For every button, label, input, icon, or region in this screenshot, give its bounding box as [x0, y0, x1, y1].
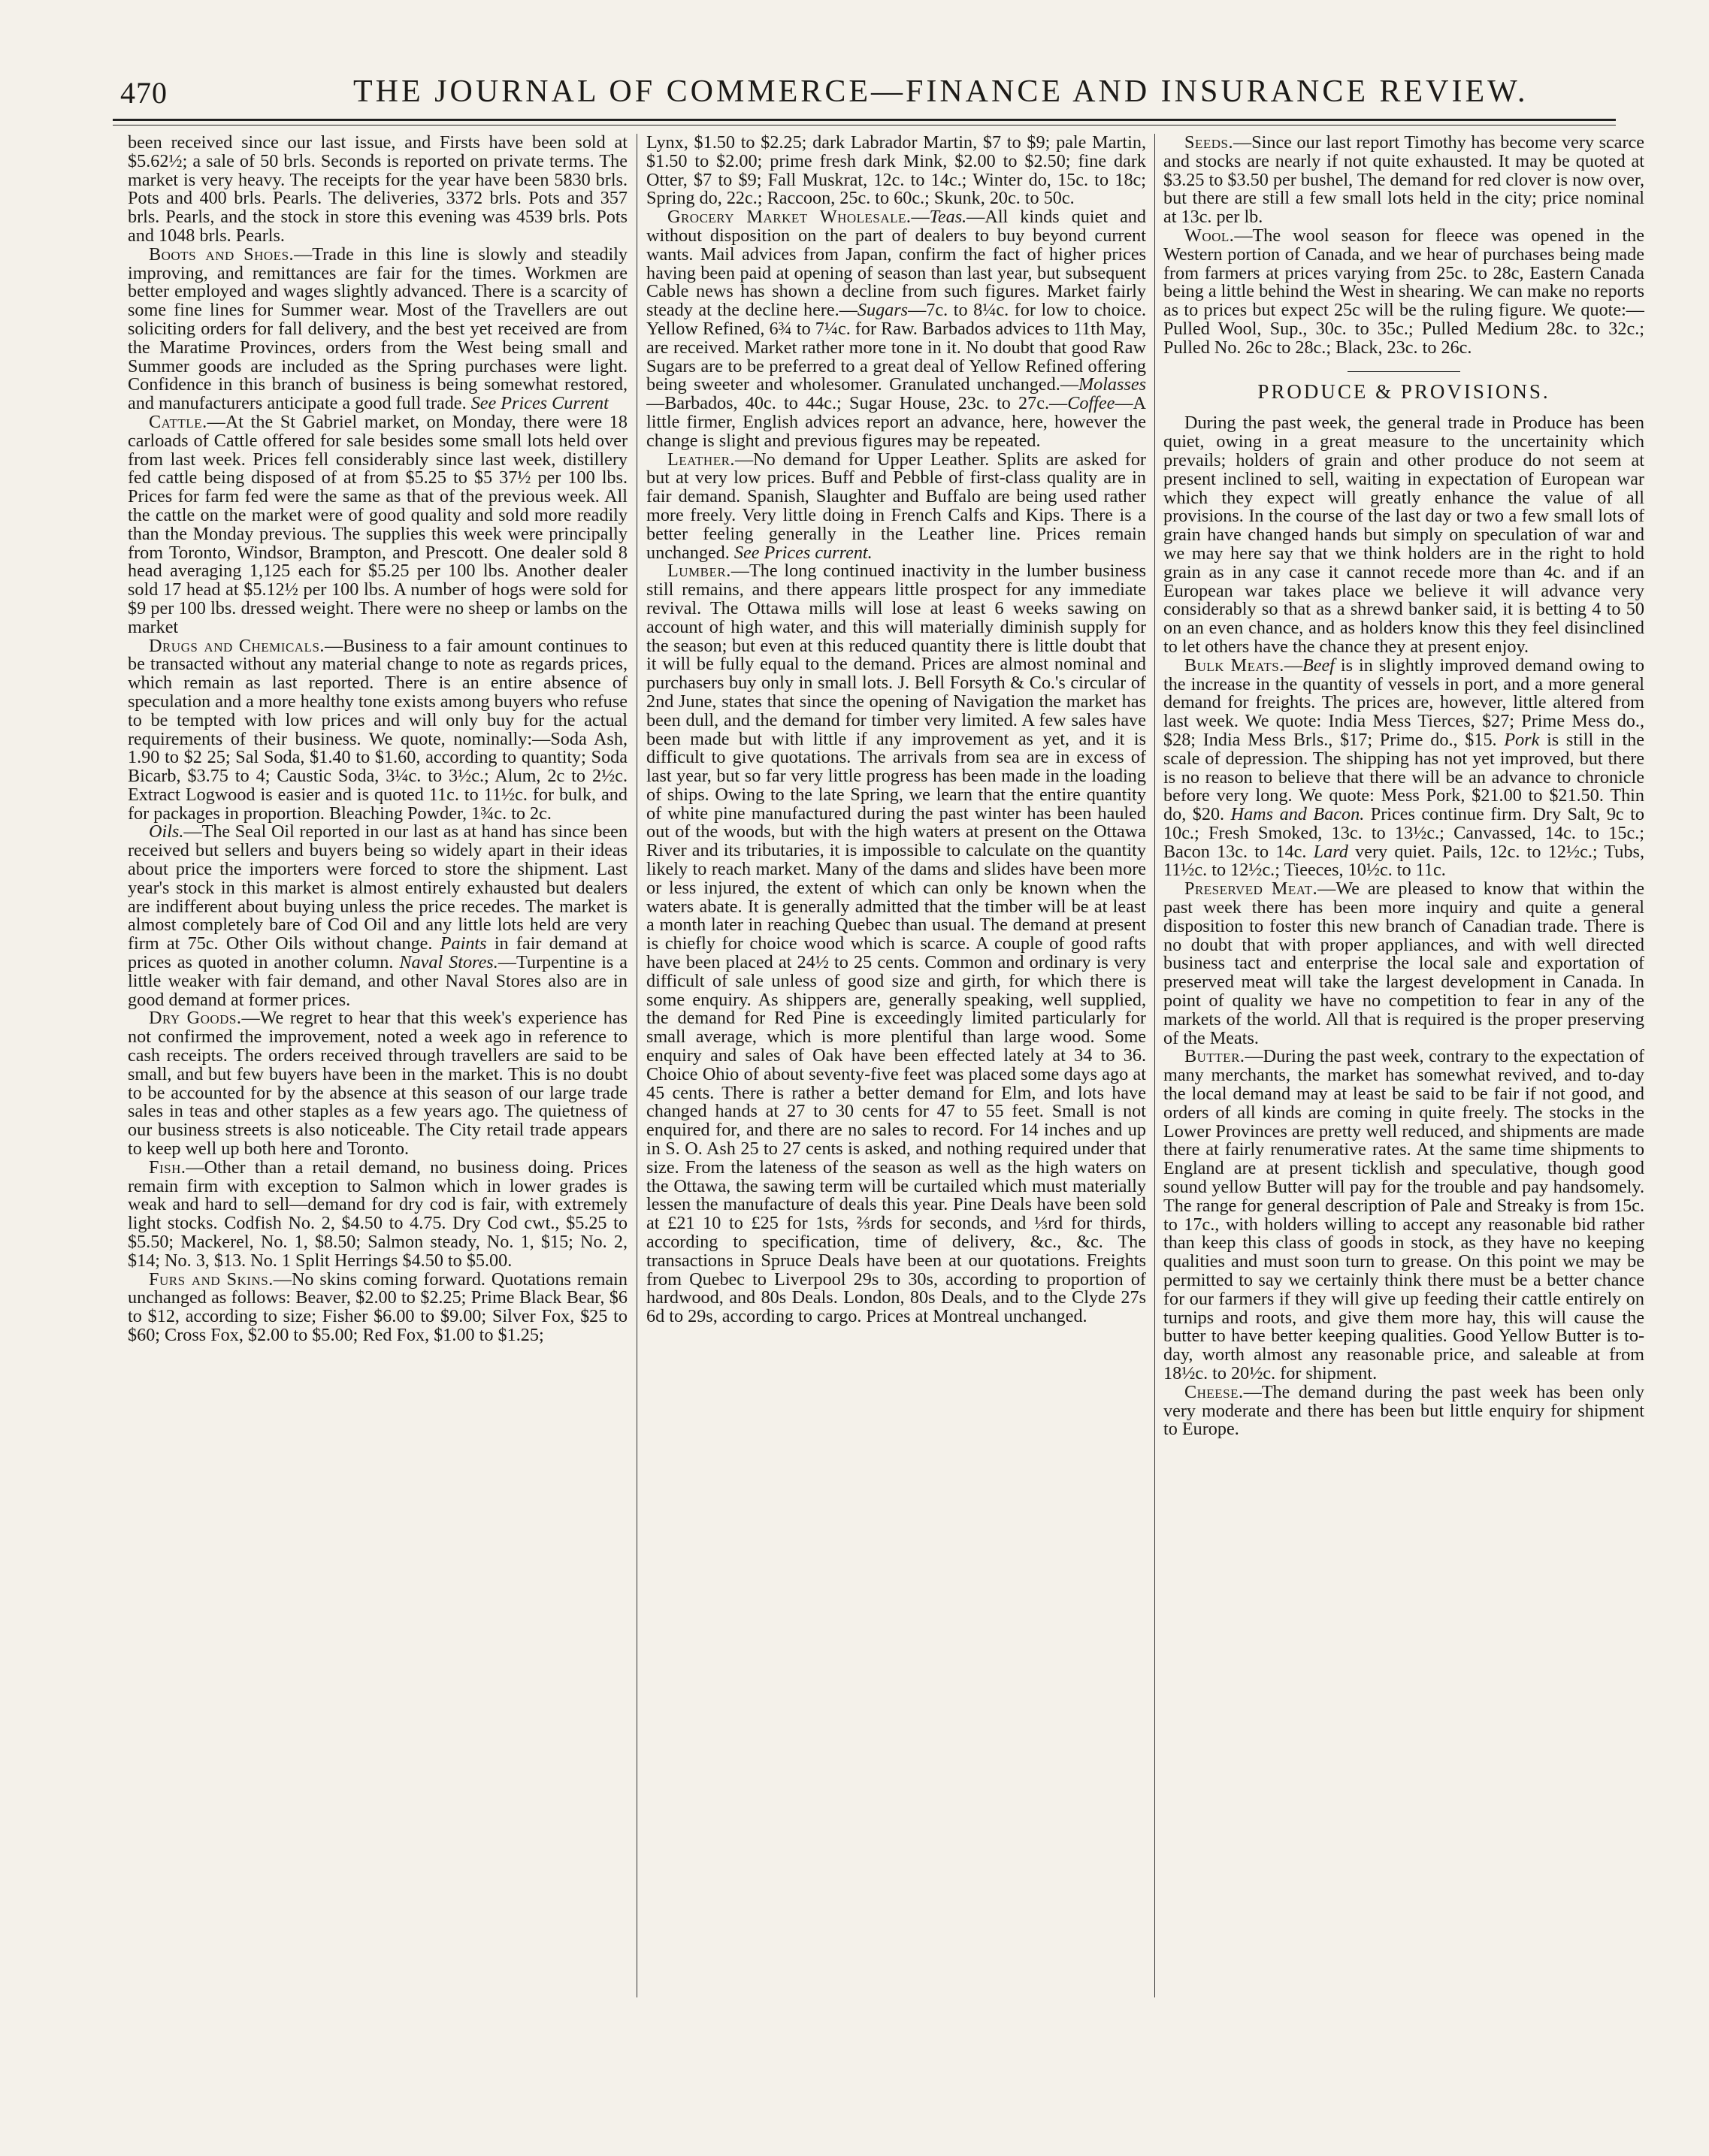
column-3 [1163, 134, 1644, 1997]
article-dry-goods [128, 1009, 628, 1158]
article-text: —A little firmer, English advices report an advance, here, however the change is slight and previous figures may be repeated. [646, 393, 1146, 451]
heading-hams-and-bacon: Hams and Bacon. [1230, 804, 1365, 825]
heading-lard: Lard [1313, 841, 1348, 862]
article-text: —We regret to hear that this week's experience has not confirmed the improvement, noted a week ago in reference to cash receipts. The orders received through travellers are said to be small, and but few buyers have been in the market. This is no doubt to be accounted for by the absence at this season of our large trade sales in teas and other staples as a few years ago. The quietness of our business streets is also noticeable. The City retail trade appears to keep well up both here and Toronto. [128, 1008, 628, 1160]
article-cheese [1163, 1383, 1644, 1439]
article-bulk-meats: Bulk Meats.—Beef is in slightly improved demand owing to the increase in the quantity of vessels in port, and a more general demand for freights. The prices are, however, little altered from last week. We quote: India Mess Tierces, $27; Prime Mess do., $28; India Mess Brls., $17; Prime do., $15. Pork is still in the scale of depression. The shipping has not yet improved, but there is no reason to believe that there will be an advance to chronicle before very long. We quote: Mess Pork, $21.00 to $21.50. Thin do, $20. Hams and Bacon. Prices continue firm. Dry Salt, 9c to 10c.; Fresh Smoked, 13c. to 13½c.; Canvassed, 14c. to 15c.; Bacon 13c. to 14c. Lard very quiet. Pails, 12c. to 12½c.; Tubs, 11½c. to 12½c.; Tieeces, 10½c. to 11c. [1163, 655, 1644, 881]
article-preserved-meat [1163, 880, 1644, 1048]
page-header [113, 69, 1616, 114]
heading-drugs-and-chemicals: Drugs and Chemicals. [149, 635, 325, 656]
heading-teas: Teas. [929, 207, 967, 228]
article-text: —All kinds quiet and without disposition on the part of dealers to buy beyond current wants. Mail advices from Japan, confirm the fact of higher prices having been paid at opening of season than last year, but subsequent Cable news has shown a decline from such figures. Market fairly steady at the decline here. [646, 207, 1146, 321]
article-boots-and-shoes [128, 243, 628, 414]
running-title: THE JOURNAL OF COMMERCE—FINANCE AND INSURANCE REVIEW. [353, 74, 1529, 109]
article-cattle [128, 413, 628, 637]
section-heading-produce: PRODUCE & PROVISIONS. [1257, 379, 1550, 403]
heading-oils: Oils. [149, 821, 184, 842]
heading-cattle: Cattle. [149, 411, 207, 432]
article-text: —The long continued inactivity in the lumber business still remains, and there appears little prospect for any immediate revival. The Ottawa mills will lose at least 6 weeks sawing on account of high water, and this will materially diminish supply for the season; but even at this reduced quantity there is little doubt that it will be fully equal to the demand. Prices are almost nominal and purchasers buy only in small lots. J. Bell Forsyth & Co.'s circular of 2nd June, states that since the opening of Navigation the market has been dull, and the demand for timber very limited. A few sales have been made but with little if any improvement as yet, and it is difficult to give quotations. The arrivals from sea are in excess of last year, but so far very little progress has been made in the loading of ships. Owing to the late Spring, we learn that the entire quantity of white pine manufactured during the past winter has been hauled out of the woods, but with the high waters at present on the Ottawa River and its tributaries, it is impossible to calculate on the quantity likely to reach market. Many of the dams and slides have been more or less injured, the extent of which can only be known when the waters abate. It is generally admitted that the timber will be at least a month later in reaching Quebec than usual. The demand at present is chiefly for choice wood which is scarce. A couple of good rafts have been placed at 24½ to 25 cents. Common and ordinary is very difficult of sale unless of good size and girth, for which there is some enquiry. As shippers are, generally speaking, well supplied, the demand for Red Pine is exceedingly limited particularly for small average, which is more plentiful than large wood. Some enquiry and sales of Oak have been effected lately at 34 to 36. Choice Ohio of about seventy-five feet was placed some days ago at 45 cents. There is rather a better demand for Elm, and lots have changed hands at 27 to 30 cents for 47 to 55 feet. Small is not enquired for, and there are no sales to record. For 14 inches and up in S. O. Ash 25 to 27 cents is asked, and nothing required under that size. From the lateness of the season as well as the high waters on the Ottawa, the sawing term will be curtailed which must materially lessen the manufacture of deals this year. Pine Deals have been sold at £21 10 to £25 for 1sts, ⅔rds for seconds, and ⅓rd for thirds, according to specification, time of delivery, &c., &c. The transactions in Spruce Deals have been at our quotations. Freights from Quebec to Liverpool 29s to 30s, according to proportion of hardwood, and 80s Deals. London, 80s Deals, and to the Clyde 27s 6d to 29s, according to cargo. Prices at Montreal unchanged. [646, 561, 1146, 1327]
article-text: During the past week, the general trade in Produce has been quiet, owing in a great measure to the uncertainity which prevails; holders of grain and other produce do not seem at present inclined to sell, waiting in expectation of European war which they expect will greatly enhance the value of all provisions. In the course of the last day or two a few small lots of grain have changed hands but simply on speculation of war and we may here say that we think holders are in the right to hold grain as in any case it cannot recede more than 4c. and if an European war takes place we believe it will advance very considerably so that as a shrewd banker said, it is betting 4 to 50 on an even chance, and as holders know this they feel disinclined to let others have the chance they at present enjoy. [1163, 413, 1644, 657]
article-text: —Business to a fair amount continues to be transacted without any material change to note as regards prices, which remain as last reported. There is an entire absence of speculation and a more healthy tone exists among buyers who refuse to be tempted with low prices and will only buy for the actual requirements of their business. We quote, nominally:—Soda Ash, 1.90 to $2 25; Sal Soda, $1.40 to $1.60, according to quantity; Soda Bicarb, $3.75 to 4; Caustic Soda, 3¼c. to 3½c.; Alum, 2c to 2½c. Extract Logwood is easier and is quoted 11c. to 11½c. for bulk, and for packages in proportion. Bleaching Powder, 1¾c. to 2c. [128, 635, 628, 824]
heading-preserved-meat: Preserved Meat. [1184, 878, 1318, 900]
heading-naval-stores: Naval Stores. [399, 952, 498, 973]
heading-boots-and-shoes: Boots and Shoes. [149, 243, 295, 265]
heading-butter: Butter. [1184, 1046, 1245, 1067]
article-drugs-and-chemicals [128, 637, 628, 824]
article-text: is still in the scale of depression. The shipping has not yet improved, but there is no reason to believe that there will be an advance to chronicle before very long. We quote: Mess Pork, $21.00 to $21.50. Thin do, $20. [1163, 729, 1644, 825]
prices-current-reference: See Prices Current [470, 393, 609, 414]
article-text: —The wool season for fleece was opened in the Western portion of Canada, and we hear of purchases being made from farmers at prices varying from 25c. to 28c, Eastern Canada being a little behind the West in shearing. We can make no reports as to prices but expect 25c will be the ruling figure. We quote:—Pulled Wool, Sup., 30c. to 35c.; Pulled Medium 28c. to 32c.; Pulled No. 26c to 28c.; Black, 23c. to 26c. [1163, 225, 1644, 358]
article-text: —Other than a retail demand, no business doing. Prices remain firm with exception to Salmon which in lower grades is weak and hard to sell—demand for dry cod is fair, with extremely light stocks. Codfish No. 2, $4.50 to 4.75. Dry Cod cwt., $5.25 to $5.50; Mackerel, No. 1, $8.50; Salmon steady, No. 1, $15; No. 2, $14; No. 3, $13. No. 1 Split Herrings $4.50 to $5.00. [128, 1157, 628, 1271]
article-furs-and-skins [128, 1271, 628, 1345]
column-rule [1154, 134, 1155, 1997]
article-text: —The Seal Oil reported in our last as at hand has since been received but sellers and buyers being so widely apart in their ideas about price the importers were forced to store the shipment. Last year's stock in this market is almost entirely exhausted but dealers are indifferent about buying unless the price recedes. The market is almost completely bare of Cod Oil and any little lots held are very firm at 75c. Other Oils without change. [128, 821, 628, 954]
page-number: 470 [120, 76, 168, 110]
heading-grocery-market: Grocery Market Wholesale. [667, 207, 912, 228]
heading-lumber: Lumber. [667, 561, 731, 582]
heading-fish: Fish. [149, 1157, 186, 1178]
article-text: Prices continue firm. Dry Salt, 9c to 10c.; Fresh Smoked, 13c. to 13½c.; Canvassed, 14c. to 15c.; Bacon 13c. to 14c. [1163, 804, 1644, 862]
article-text: very quiet. Pails, 12c. to 12½c.; Tubs, 11½c. to 12½c.; Tieeces, 10½c. to 11c. [1163, 841, 1644, 881]
article-text: —No demand for Upper Leather. Splits are asked for but at very low prices. Buff and Pebble of first-class quality are in fair demand. Spanish, Slaughter and Buffalo are being used rather more freely. Very little doing in French Calfs and Kips. There is a better feeling generally in the Leather line. Prices remain unchanged. [646, 449, 1146, 563]
article-text: Lynx, $1.50 to $2.25; dark Labrador Martin, $7 to $9; pale Martin, $1.50 to $2.00; prime fresh dark Mink, $2.00 to $2.50; fine dark Otter, $7 to $9; Fall Muskrat, 12c. to 14c.; Winter do, 15c. to 18c; Spring do, 22c.; Raccoon, 25c. to 60c.; Skunk, 20c. to 50c. [646, 134, 1146, 209]
article-text: is in slightly improved demand owing to the increase in the quantity of vessels in port, and a more general demand for freights. The prices are, however, little altered from last week. We quote: India Mess Tierces, $27; Prime Mess do., $28; India Mess Brls., $17; Prime do., $15. [1163, 655, 1644, 750]
article-text: —Since our last report Timothy has become very scarce and stocks are nearly if not quite exhausted. It may be quoted at $3.25 to $3.50 per bushel, The demand for red clover is now over, but there are still a few small lots held in the city; price nominal at 13c. per lb. [1163, 134, 1644, 228]
article-text: —Turpentine is a little weaker with fair demand, and other Naval Stores also are in good demand at former prices. [128, 952, 628, 1010]
heading-molasses: Molasses [1078, 374, 1146, 395]
article-fish [128, 1159, 628, 1271]
article-furs-continued [646, 134, 1146, 208]
article-text: —The demand during the past week has been only very moderate and there has been but little enquiry for shipment to Europe. [1163, 1381, 1644, 1440]
article-lumber [646, 562, 1146, 1326]
heading-wool: Wool. [1184, 225, 1235, 246]
heading-dry-goods: Dry Goods. [149, 1008, 242, 1029]
article-text: —Barbados, 40c. to 44c.; Sugar House, 23c. to 27c. [646, 393, 1050, 414]
article-text: —We are pleased to know that within the past week there has been more inquiry and quite a general disposition to foster this new branch of Canadian trade. There is no doubt that with proper appliances, and with well directed business tact and enterprise the local sale and exportation of preserved meat will take the largest development in Canada. In point of quality we have no competition to fear in any of the markets of the world. All that is required is the proper preserving of the Meats. [1163, 878, 1644, 1048]
article-text: —7c. to 8¼c. for low to choice. Yellow Refined, 6¾ to 7¼c. for Raw. Barbados advices to 11th May, are received. Market rather more tone in it. No doubt that good Raw Sugars are to be preferred to a great deal of Yellow Refined offering being sweeter and wholesomer. Granulated unchanged. [646, 300, 1146, 395]
article-text: in fair demand at prices as quoted in another column. [128, 933, 628, 973]
article-text: —During the past week, contrary to the expectation of many merchants, the market has somewhat revived, and to-day the local demand may at least be said to be fair if not good, and orders of all kinds are coming in quite freely. The stocks in the Lower Provinces are pretty well reduced, and shipments are made there at fairly renumerative rates. At the same time shipments to England are at present ticklish and speculative, though good sound yellow Butter will pay for the trouble and pay handsomely. The range for general description of Pale and Streaky is from 15c. to 17c., with holders willing to accept any reasonable bid rather than keep this class of goods in stock, as they have no keeping qualities and must soon turn to grease. On this point we may be permitted to say we certainly think there must be a better chance for our farmers if they will give up feeding their cattle entirely on turnips and roots, and give them more hay, this will cause the butter to have better keeping qualities. Good Yellow Butter is to-day, worth almost any reasonable price, and saleable at from 18½c. to 20½c. for shipment. [1163, 1046, 1644, 1383]
article-text: —Trade in this line is slowly and steadily improving, and remittances are fair for the times. Workmen are better employed and wages slightly advanced. There is a scarcity of some fine lines for Summer wear. Most of the Travellers are out soliciting orders for fall delivery, and the best yet received are from the Maratime Provinces, orders from the West being small and Summer goods are included as the Spring purchases were light. Confidence in this branch of business is being somewhat restored, and manufacturers anticipate a good full trade. [128, 243, 628, 414]
article-oils [128, 823, 628, 1009]
article-seeds [1163, 134, 1644, 227]
article-leather [646, 451, 1146, 563]
article-ashes [128, 134, 628, 246]
heading-pork: Pork [1504, 729, 1540, 750]
article-grocery-market: Grocery Market Wholesale.—Teas.—All kinds quiet and without disposition on the part of dealers to buy beyond current wants. Mail advices from Japan, confirm the fact of higher prices having been paid at opening of season than last year, but subsequent Cable news has shown a decline from such figures. Market fairly steady at the decline here.—Sugars—7c. to 8¼c. for low to choice. Yellow Refined, 6¾ to 7¼c. for Raw. Barbados advices to 11th May, are received. Market rather more tone in it. No doubt that good Raw Sugars are to be preferred to a great deal of Yellow Refined offering being sweeter and wholesomer. Granulated unchanged.—Molasses—Barbados, 40c. to 44c.; Sugar House, 23c. to 27c.—Coffee—A little firmer, English advices report an advance, here, however the change is slight and previous figures may be repeated. [646, 207, 1146, 451]
heading-coffee: Coffee [1067, 393, 1115, 414]
article-produce [1163, 414, 1644, 656]
article-butter [1163, 1048, 1644, 1383]
heading-bulk-meats: Bulk Meats. [1184, 655, 1284, 676]
heading-leather: Leather. [667, 449, 735, 470]
heading-sugars: Sugars [857, 300, 909, 321]
heading-furs-and-skins: Furs and Skins. [149, 1269, 274, 1290]
prices-current-reference: See Prices current. [734, 542, 873, 563]
heading-paints: Paints [440, 933, 487, 954]
article-text: —At the St Gabriel market, on Monday, there were 18 carloads of Cattle offered for sale besides some small lots held over from last week. Prices fell considerably since last week, distillery fed cattle being disposed of at from $5.25 to $5 37½ per 100 lbs. Prices for farm fed were the same as that of the previous week. All the cattle on the market were of good quality and sold more readily than the Monday previous. The supplies this week were principally from Toronto, Windsor, Brampton, and Prescott. One dealer sold 8 head averaging 1,125 each for $5.25 per 100 lbs. Another dealer sold 17 head at $5.12½ per 100 lbs. A number of hogs were sold for $9 per 100 lbs. dressed weight. There were no sheep or lambs on the market [128, 411, 628, 637]
column-1 [128, 134, 628, 1997]
header-rule [113, 119, 1616, 121]
column-2 [646, 134, 1146, 1997]
article-wool [1163, 227, 1644, 358]
heading-beef: Beef [1302, 655, 1335, 676]
heading-seeds: Seeds. [1184, 134, 1233, 153]
article-text: been received since our last issue, and Firsts have been sold at $5.62½; a sale of 50 brls. Seconds is reported on private terms. The market is very heavy. The receipts for the year have been 5830 brls. Pots and 400 brls. Pearls. The deliveries, 3372 brls. Pots and 357 brls. Pearls, and the stock in store this evening was 4539 brls. Pots and 1048 brls. Pearls. [128, 134, 628, 246]
heading-cheese: Cheese. [1184, 1381, 1244, 1402]
section-rule [1348, 371, 1460, 372]
article-text: —No skins coming forward. Quotations remain unchanged as follows: Beaver, $2.00 to $2.25; Prime Black Bear, $6 to $12, according to size; Fisher $6.00 to $9.00; Silver Fox, $25 to $60; Cross Fox, $2.00 to $5.00; Red Fox, $1.00 to $1.25; [128, 1269, 628, 1345]
